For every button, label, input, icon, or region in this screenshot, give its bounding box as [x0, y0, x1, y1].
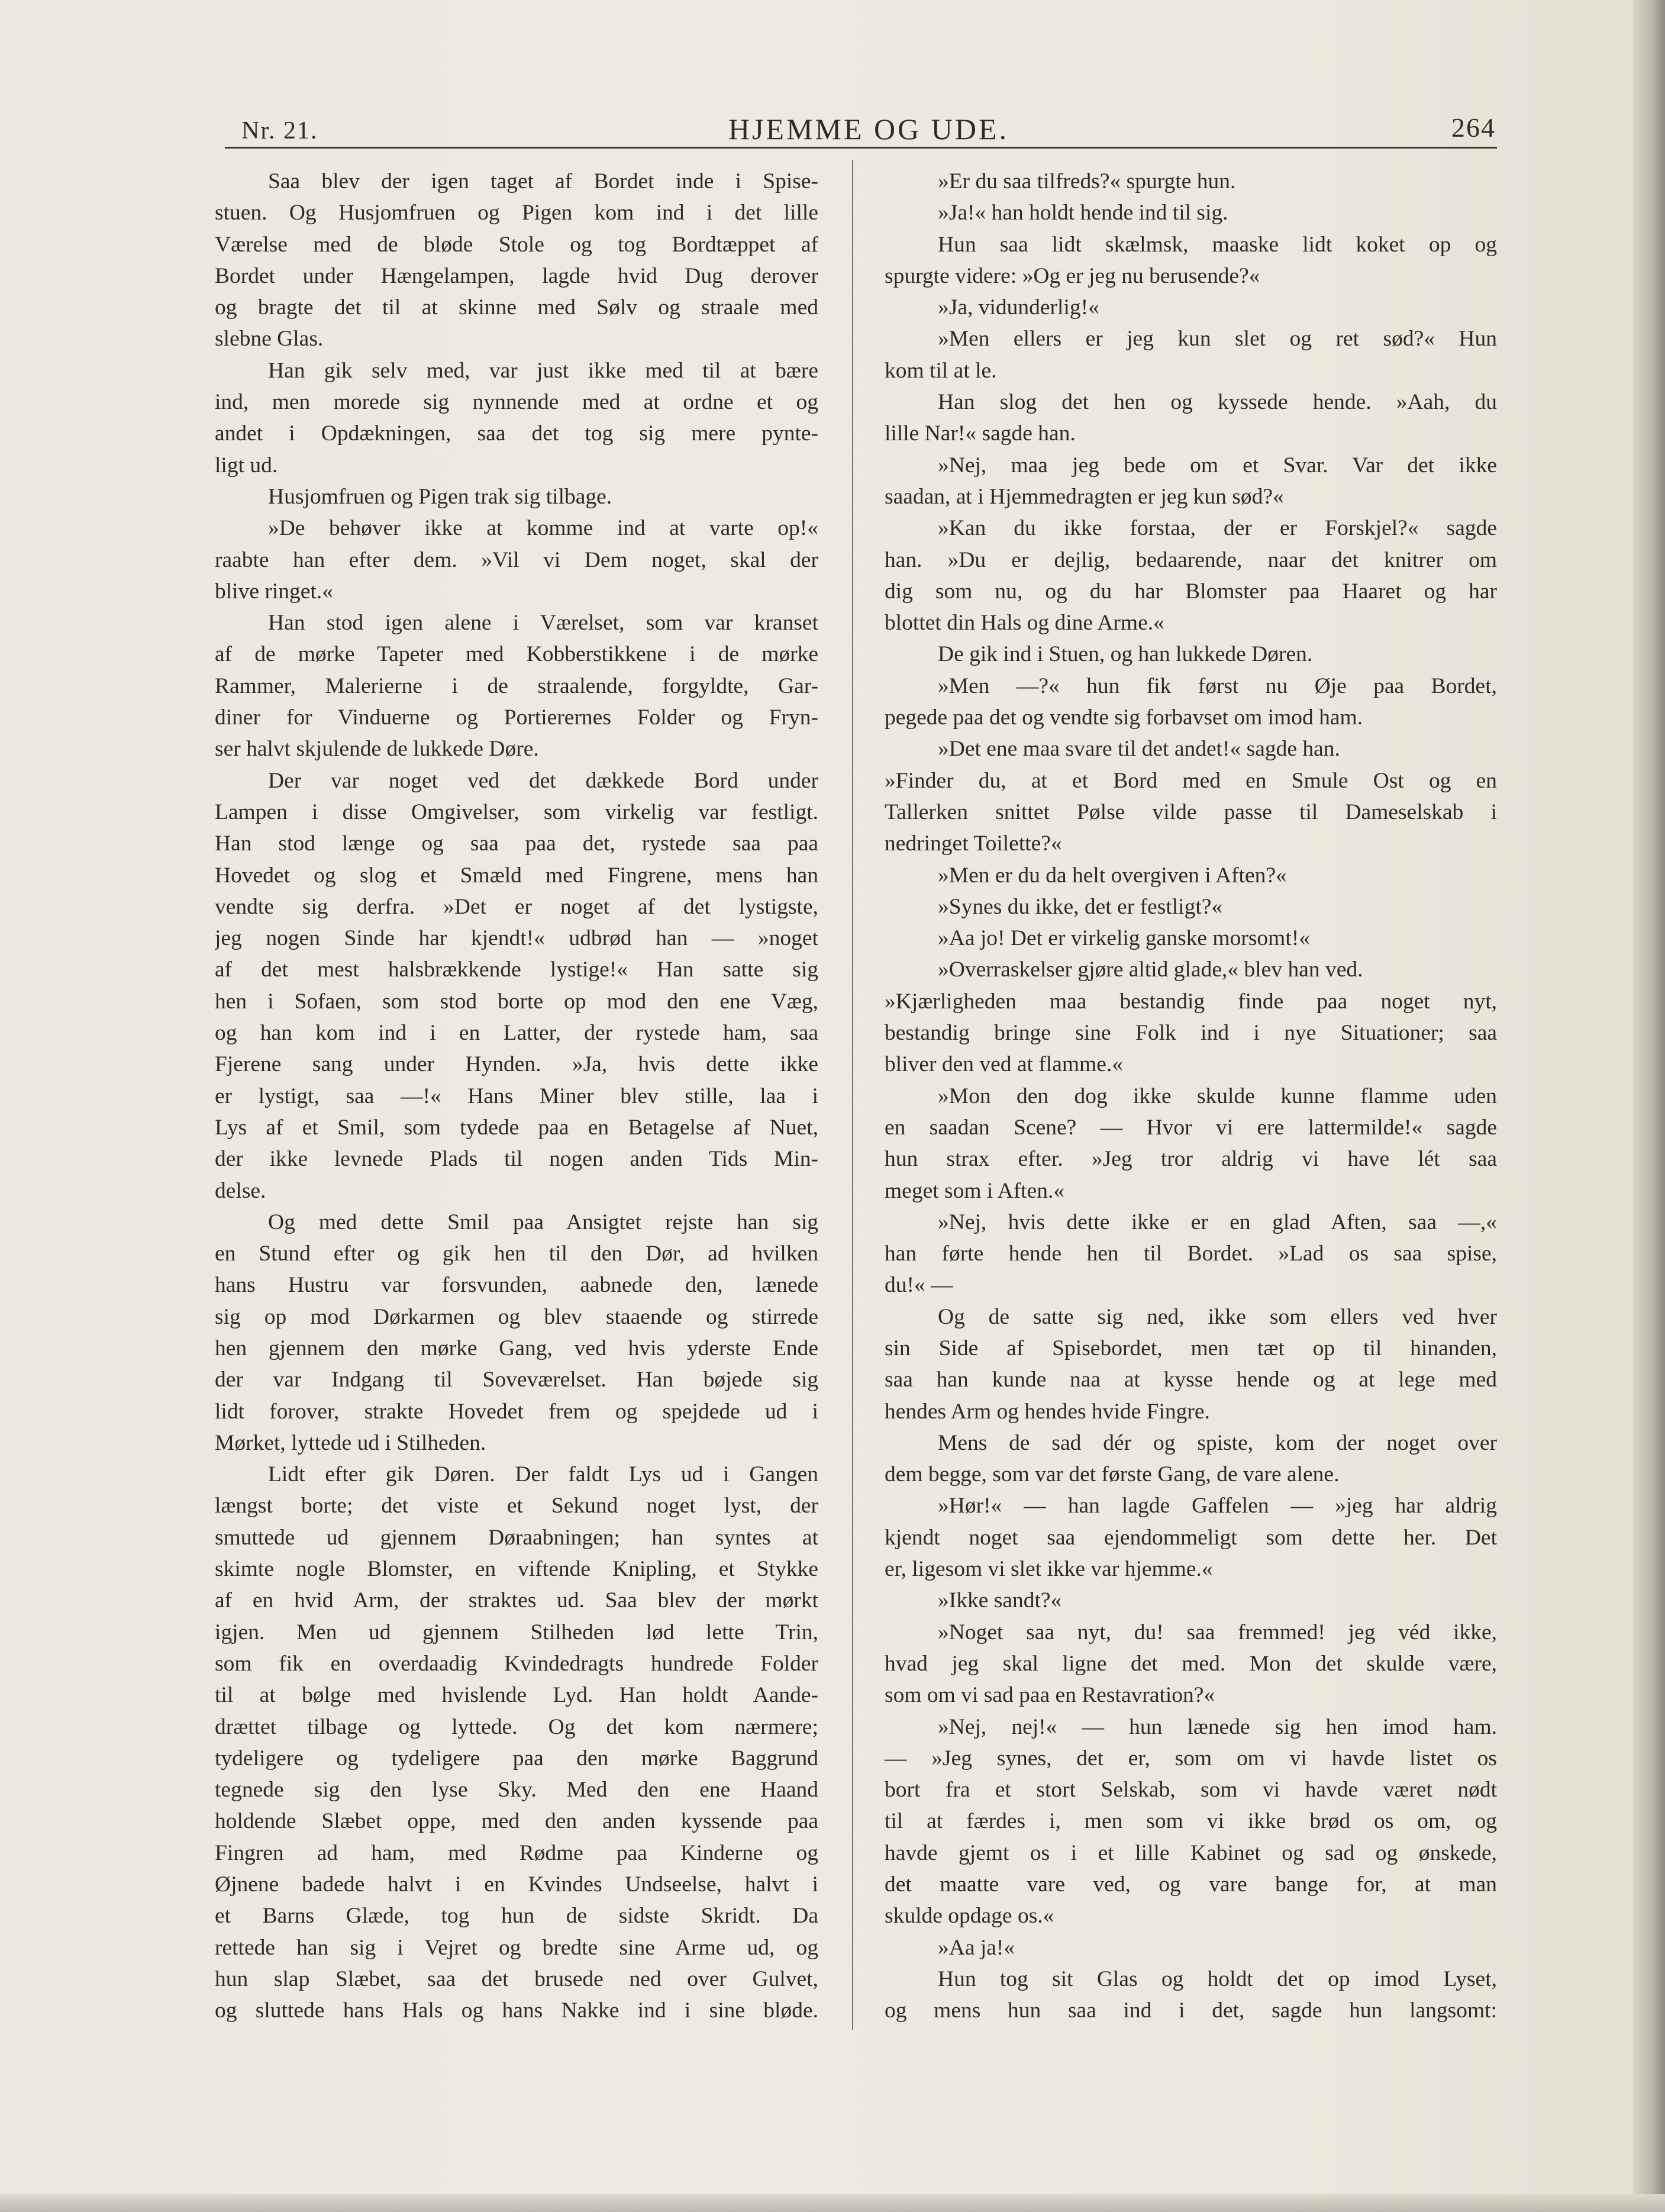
page-edge-right: [1633, 0, 1665, 2212]
text-line: dig som nu, og du har Blomster paa Haaret og har: [885, 579, 1497, 604]
text-line: »Ikke sandt?«: [938, 1588, 1062, 1613]
text-line: Fingren ad ham, med Rødme paa Kinderne og: [215, 1840, 818, 1865]
text-line: igjen. Men ud gjennem Stilheden lød lette Trin,: [215, 1620, 818, 1645]
text-line: pegede paa det og vendte sig forbavset om imod ham.: [885, 705, 1363, 730]
text-line: »Kjærligheden maa bestandig finde paa noget nyt,: [885, 989, 1497, 1014]
text-line: slebne Glas.: [215, 327, 324, 352]
text-line: »Synes du ikke, det er festligt?«: [938, 894, 1223, 919]
text-line: Han slog det hen og kyssede hende. »Aah, du: [938, 390, 1497, 415]
text-line: blottet din Hals og dine Arme.«: [885, 611, 1164, 636]
text-line: Tallerken snittet Pølse vilde passe til Dameselskab i: [885, 799, 1497, 824]
text-line: lidt forover, strakte Hovedet frem og spejdede ud i: [215, 1399, 818, 1424]
text-line: ind, men morede sig nynnende med at ordne et og: [215, 390, 818, 415]
text-line: hen i Sofaen, som stod borte op mod den ene Væg,: [215, 989, 818, 1014]
text-line: Bordet under Hængelampen, lagde hvid Dug derover: [215, 263, 818, 288]
text-line: »Ja!« han holdt hende ind til sig.: [938, 201, 1228, 225]
text-line: han. »Du er dejlig, bedaarende, naar det knitrer om: [885, 547, 1497, 572]
text-line: vendte sig derfra. »Det er noget af det lystigste,: [215, 894, 818, 919]
text-line: bort fra et stort Selskab, som vi havde været nødt: [885, 1778, 1497, 1803]
text-line: »Overraskelser gjøre altid glade,« blev han ved.: [938, 957, 1363, 982]
text-line: »Kan du ikke forstaa, der er Forskjel?« sagde: [938, 516, 1497, 541]
text-line: og mens hun saa ind i det, sagde hun langsomt:: [885, 1998, 1497, 2023]
text-line: af en hvid Arm, der straktes ud. Saa blev der mørkt: [215, 1588, 818, 1613]
text-line: »Men —?« hun fik først nu Øje paa Bordet,: [938, 673, 1497, 698]
text-line: jeg nogen Sinde har kjendt!« udbrød han — »noget: [215, 926, 818, 951]
text-line: som fik en overdaadig Kvindedragts hundrede Folder: [215, 1651, 818, 1676]
text-line: Fjerene sang under Hynden. »Ja, hvis dette ikke: [215, 1052, 818, 1077]
text-line: »Aa ja!«: [938, 1935, 1015, 1960]
text-line: »Noget saa nyt, du! saa fremmed! jeg véd ikke,: [938, 1620, 1497, 1645]
text-line: ser halvt skjulende de lukkede Døre.: [215, 737, 539, 762]
journal-title: HJEMME OG UDE.: [728, 112, 1009, 146]
text-line: De gik ind i Stuen, og han lukkede Døren.: [938, 642, 1313, 667]
text-line: skimte nogle Blomster, en viftende Knipling, et Stykke: [215, 1557, 818, 1582]
text-line: ligt ud.: [215, 453, 278, 478]
text-line: Lampen i disse Omgivelser, som virkelig var festligt.: [215, 799, 818, 824]
text-line: er, ligesom vi slet ikke var hjemme.«: [885, 1557, 1213, 1582]
text-line: »De behøver ikke at komme ind at varte op!«: [268, 516, 818, 541]
text-line: det maatte vare ved, og vare bange for, at man: [885, 1872, 1497, 1897]
text-line: hvad jeg skal ligne det med. Mon det skulde være,: [885, 1651, 1497, 1676]
text-line: Mens de sad dér og spiste, kom der noget over: [938, 1430, 1497, 1455]
text-line: længst borte; det viste et Sekund noget lyst, der: [215, 1494, 818, 1518]
text-line: som om vi sad paa en Restavration?«: [885, 1683, 1215, 1708]
text-line: tydeligere og tydeligere paa den mørke Baggrund: [215, 1746, 818, 1771]
text-line: »Finder du, at et Bord med en Smule Ost og en: [885, 768, 1497, 793]
text-line: skulde opdage os.«: [885, 1904, 1054, 1929]
text-line: et Barns Glæde, tog hun de sidste Skridt. Da: [215, 1904, 818, 1929]
text-line: spurgte videre: »Og er jeg nu berusende?«: [885, 263, 1260, 288]
text-line: saadan, at i Hjemmedragten er jeg kun sød?«: [885, 484, 1284, 509]
text-line: »Men er du da helt overgiven i Aften?«: [938, 863, 1287, 888]
text-line: nedringet Toilette?«: [885, 831, 1062, 856]
issue-number: Nr. 21.: [241, 117, 318, 144]
text-line: meget som i Aften.«: [885, 1178, 1065, 1203]
text-line: delse.: [215, 1178, 266, 1203]
text-line: lille Nar!« sagde han.: [885, 421, 1076, 446]
right-column: [885, 166, 1497, 2027]
text-line: tegnede sig den lyse Sky. Med den ene Haand: [215, 1778, 818, 1803]
text-line: andet i Opdækningen, saa det tog sig mere pynte-: [215, 421, 818, 446]
text-line: hen gjennem den mørke Gang, ved hvis yderste Ende: [215, 1336, 818, 1360]
text-line: en saadan Scene? — Hvor vi ere lattermilde!« sagde: [885, 1115, 1497, 1140]
text-line: »Nej, hvis dette ikke er en glad Aften, saa —,«: [938, 1210, 1497, 1234]
text-line: bliver den ved at flamme.«: [885, 1052, 1123, 1077]
text-line: drættet tilbage og lyttede. Og det kom nærmere;: [215, 1714, 818, 1739]
text-line: en Stund efter og gik hen til den Dør, ad hvilken: [215, 1242, 818, 1266]
text-line: saa han kunde naa at kysse hende og at lege med: [885, 1368, 1497, 1392]
text-line: »Ja, vidunderlig!«: [938, 295, 1099, 320]
text-line: du!« —: [885, 1273, 953, 1298]
text-line: Øjnene badede halvt i en Kvindes Undseelse, halvt i: [215, 1872, 818, 1897]
header-rule: [225, 147, 1497, 149]
text-line: Rammer, Malerierne i de straalende, forgyldte, Gar-: [215, 673, 818, 698]
text-line: »Men ellers er jeg kun slet og ret sød?« Hun: [938, 327, 1497, 352]
text-line: »Hør!« — han lagde Gaffelen — »jeg har aldrig: [938, 1494, 1497, 1518]
text-line: der var Indgang til Soveværelset. Han bøjede sig: [215, 1368, 818, 1392]
text-line: han førte hende hen til Bordet. »Lad os saa spise,: [885, 1242, 1497, 1266]
text-line: blive ringet.«: [215, 579, 333, 604]
text-line: og bragte det til at skinne med Sølv og straale med: [215, 295, 818, 320]
text-line: der ikke levnede Plads til nogen anden Tids Min-: [215, 1147, 818, 1172]
text-line: Hun saa lidt skælmsk, maaske lidt koket op og: [938, 232, 1497, 257]
text-line: holdende Slæbet oppe, med den anden kyssende paa: [215, 1809, 818, 1834]
text-line: til at færdes i, men som vi ikke brød os om, og: [885, 1809, 1497, 1834]
text-line: Og med dette Smil paa Ansigtet rejste han sig: [268, 1210, 818, 1234]
text-line: Han gik selv med, var just ikke med til at bære: [268, 358, 818, 383]
page-number: 264: [1451, 112, 1496, 143]
text-line: Hun tog sit Glas og holdt det op imod Lyset,: [938, 1966, 1497, 1991]
text-line: dem begge, som var det første Gang, de vare alene.: [885, 1462, 1340, 1487]
text-line: »Mon den dog ikke skulde kunne flamme uden: [938, 1084, 1497, 1108]
text-line: sig op mod Dørkarmen og blev staaende og stirrede: [215, 1304, 818, 1329]
text-line: Han stod igen alene i Værelset, som var kranset: [268, 611, 818, 636]
text-line: hendes Arm og hendes hvide Fingre.: [885, 1399, 1210, 1424]
text-line: Saa blev der igen taget af Bordet inde i Spise-: [268, 169, 818, 194]
text-line: af de mørke Tapeter med Kobberstikkene i de mørke: [215, 642, 818, 667]
text-line: hans Hustru var forsvunden, aabnede den, lænede: [215, 1273, 818, 1298]
text-line: til at bølge med hvislende Lyd. Han holdt Aande-: [215, 1683, 818, 1708]
text-line: »Aa jo! Det er virkelig ganske morsomt!«: [938, 926, 1311, 951]
text-line: er lystigt, saa —!« Hans Miner blev stille, laa i: [215, 1084, 818, 1108]
text-line: Mørket, lyttede ud i Stilheden.: [215, 1430, 486, 1455]
page-edge-bottom: [0, 2194, 1665, 2212]
text-line: havde gjemt os i et lille Kabinet og sad og ønskede,: [885, 1840, 1497, 1865]
text-line: Og de satte sig ned, ikke som ellers ved hver: [938, 1304, 1497, 1329]
text-line: rettede han sig i Vejret og bredte sine Arme ud, og: [215, 1935, 818, 1960]
running-header: [241, 109, 1496, 151]
text-line: »Det ene maa svare til det andet!« sagde han.: [938, 737, 1340, 762]
text-line: hun slap Slæbet, saa det brusede ned over Gulvet,: [215, 1966, 818, 1991]
text-line: og sluttede hans Hals og hans Nakke ind i sine bløde.: [215, 1998, 818, 2023]
text-line: »Er du saa tilfreds?« spurgte hun.: [938, 169, 1236, 194]
text-line: og han kom ind i en Latter, der rystede ham, saa: [215, 1021, 818, 1046]
text-line: af det mest halsbrækkende lystige!« Han satte sig: [215, 957, 818, 982]
text-line: Husjomfruen og Pigen trak sig tilbage.: [268, 484, 612, 509]
column-divider: [852, 160, 853, 2030]
text-line: kom til at le.: [885, 358, 997, 383]
text-line: Lys af et Smil, som tydede paa en Betagelse af Nuet,: [215, 1115, 818, 1140]
text-line: »Nej, maa jeg bede om et Svar. Var det ikke: [938, 453, 1497, 478]
text-line: Lidt efter gik Døren. Der faldt Lys ud i Gangen: [268, 1462, 818, 1487]
text-line: raabte han efter dem. »Vil vi Dem noget, skal der: [215, 547, 818, 572]
text-line: Hovedet og slog et Smæld med Fingrene, mens han: [215, 863, 818, 888]
text-line: stuen. Og Husjomfruen og Pigen kom ind i det lille: [215, 201, 818, 225]
text-line: smuttede ud gjennem Døraabningen; han syntes at: [215, 1525, 818, 1550]
text-line: — »Jeg synes, det er, som om vi havde listet os: [885, 1746, 1497, 1771]
text-line: sin Side af Spisebordet, men tæt op til hinanden,: [885, 1336, 1497, 1360]
text-line: Han stod længe og saa paa det, rystede saa paa: [215, 831, 818, 856]
text-line: hun strax efter. »Jeg tror aldrig vi have lét saa: [885, 1147, 1497, 1172]
left-column: [215, 166, 818, 2027]
text-line: kjendt noget saa ejendommeligt som dette her. Det: [885, 1525, 1497, 1550]
text-line: bestandig bringe sine Folk ind i nye Situationer; saa: [885, 1021, 1497, 1046]
text-line: Værelse med de bløde Stole og tog Bordtæppet af: [215, 232, 818, 257]
text-line: Der var noget ved det dækkede Bord under: [268, 768, 818, 793]
text-line: diner for Vinduerne og Portierernes Folder og Fryn-: [215, 705, 818, 730]
text-line: »Nej, nej!« — hun lænede sig hen imod ham.: [938, 1714, 1497, 1739]
